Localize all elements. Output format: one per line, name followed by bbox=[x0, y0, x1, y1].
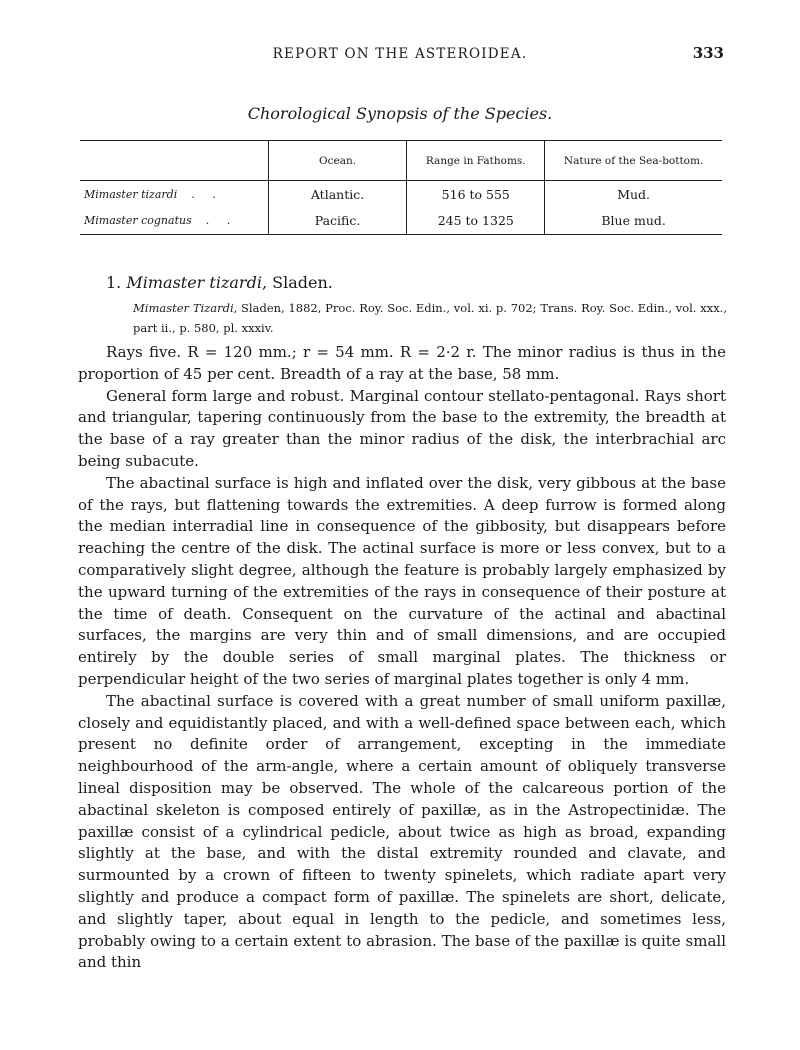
synopsis-title: Chorological Synopsis of the Species. bbox=[247, 104, 553, 123]
leader-dots: . . bbox=[191, 187, 223, 201]
paragraph-dimensions: Rays five. R = 120 mm.; r = 54 mm. R = 2·2 r. The minor radius is thus in the proportion of 45 per cent. Breadth of a ray at the base, 58 mm. bbox=[78, 343, 726, 383]
paragraph-general-form: General form large and robust. Marginal contour stellato-pentagonal. Rays short and triangular, tapering continuously from the base to the extremity, the breadth at the base of a ray greater than the minor radius of the disk, the interbrachial arc being subacute. bbox=[78, 386, 726, 470]
citation-text: , Sladen, 1882, Proc. Roy. Soc. Edin., vol. xi. p. 702; Trans. Roy. Soc. Edin., vol. xxx., part ii., p. 580, pl. xxxiv. bbox=[133, 301, 727, 335]
page-header bbox=[0, 44, 800, 68]
ocean-cell: Atlantic. bbox=[268, 181, 407, 208]
species-heading bbox=[106, 273, 333, 292]
species-number: 1. bbox=[106, 273, 122, 292]
table-row bbox=[80, 181, 722, 208]
range-cell: 516 to 555 bbox=[407, 181, 545, 208]
synonymy-citation bbox=[133, 298, 727, 338]
range-cell: 245 to 1325 bbox=[407, 208, 545, 235]
species-cell bbox=[80, 181, 268, 208]
paragraph-abactinal-surface: The abactinal surface is high and inflated over the disk, very gibbous at the base of the rays, but flattening towards the extremities. A deep furrow is formed along the median interradial line in consequence of the gibbosity, but disappears before reaching the centre of the disk. The actinal surface is more or less convex, but to a comparatively slight degree, although the feature is probably largely emphasized by the upward turning of the extremities of the rays in consequence of their posture at the time of death. Consequent on the curvature of the actinal and abactinal surfaces, the margins are very thin and of small dimensions, and are occupied entirely by the double series of small marginal plates. The thickness or perpendicular height of the two series of marginal plates together is only 4 mm. bbox=[78, 473, 726, 688]
species-cell bbox=[80, 208, 268, 235]
leader-dots: . . bbox=[205, 214, 238, 228]
species-heading-name: Mimaster tizardi bbox=[126, 273, 262, 292]
species-heading-author: , Sladen. bbox=[261, 273, 333, 292]
column-header-range: Range in Fathoms. bbox=[407, 141, 545, 181]
page-number: 333 bbox=[692, 44, 724, 62]
column-header-sea-bottom: Nature of the Sea-bottom. bbox=[545, 141, 722, 181]
species-name: Mimaster tizardi bbox=[84, 187, 178, 201]
synopsis-table bbox=[80, 140, 722, 235]
column-header-ocean: Ocean. bbox=[268, 141, 407, 181]
sea-bottom-cell: Mud. bbox=[545, 181, 722, 208]
species-name: Mimaster cognatus bbox=[84, 214, 192, 228]
sea-bottom-cell: Blue mud. bbox=[545, 208, 722, 235]
description-body bbox=[78, 342, 726, 974]
table-row bbox=[80, 208, 722, 235]
table-header-row bbox=[80, 141, 722, 181]
citation-name: Mimaster Tizardi bbox=[133, 301, 234, 315]
ocean-cell: Pacific. bbox=[268, 208, 407, 235]
column-header-species bbox=[80, 141, 268, 181]
paragraph-paxillae: The abactinal surface is covered with a great number of small uniform paxillæ, closely and equidistantly placed, and with a well-defined space between each, which present no definite order of arrangement, excepting in the immediate neighbourhood of the arm-angle, where a certain amount of obliquely transverse lineal disposition may be observed. The whole of the calcareous portion of the abactinal skeleton is composed entirely of paxillæ, as in the Astropectinidæ. The paxillæ consist of a cylindrical pedicle, about twice as high as broad, expanding slightly at the base, and with the distal extremity rounded and clavate, and surmounted by a crown of fifteen to twenty spinelets, which radiate apart very slightly and produce a compact form of paxillæ. The spinelets are short, delicate, and slightly taper, about equal in length to the pedicle, and sometimes less, probably owing to a certain extent to abrasion. The base of the paxillæ is quite small and thin bbox=[78, 691, 726, 972]
running-head: REPORT ON THE ASTEROIDEA. bbox=[272, 46, 528, 62]
